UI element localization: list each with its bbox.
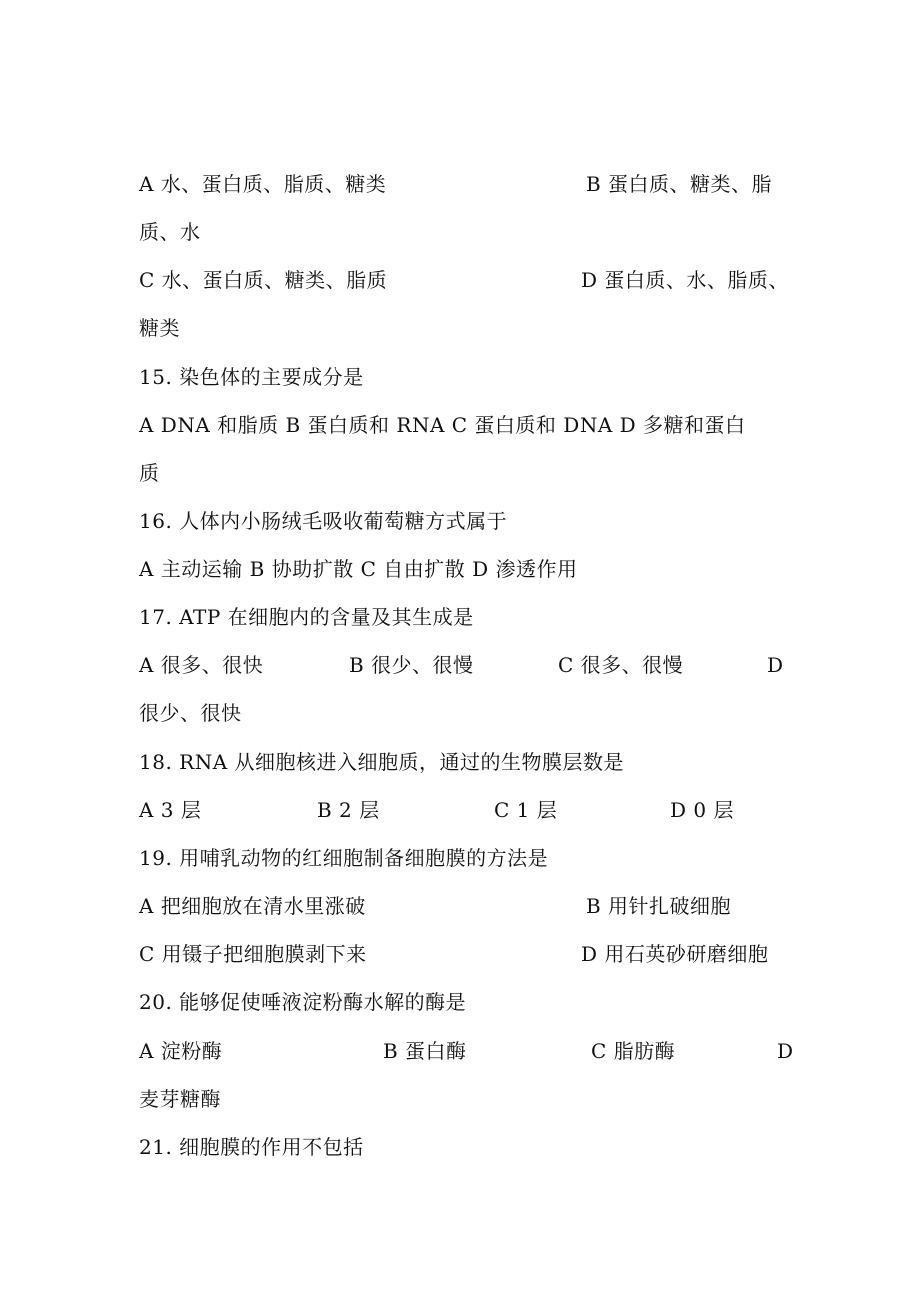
q19-option-a: A 把细胞放在清水里涨破	[139, 894, 366, 918]
q18-option-d: D 0 层	[670, 798, 734, 822]
q20-option-a: A 淀粉酶	[139, 1039, 223, 1063]
q14-option-a: A 水、蛋白质、脂质、糖类	[139, 172, 387, 196]
q20-option-d-wrap: 麦芽糖酶	[139, 1087, 221, 1111]
q20-option-d: D	[777, 1039, 794, 1063]
q18-option-b: B 2 层	[317, 798, 380, 822]
q17-option-d: D	[767, 653, 784, 677]
q16-question: 16. 人体内小肠绒毛吸收葡萄糖方式属于	[139, 509, 508, 533]
q14-option-b-wrap: 质、水	[139, 220, 201, 244]
q19-question: 19. 用哺乳动物的红细胞制备细胞膜的方法是	[139, 846, 549, 870]
q14-option-c: C 水、蛋白质、糖类、脂质	[139, 268, 388, 292]
q14-option-d: D 蛋白质、水、脂质、	[581, 268, 789, 292]
q17-option-b: B 很少、很慢	[349, 653, 474, 677]
q20-option-b: B 蛋白酶	[383, 1039, 467, 1063]
q18-option-a: A 3 层	[139, 798, 202, 822]
q16-options: A 主动运输 B 协助扩散 C 自由扩散 D 渗透作用	[139, 557, 578, 581]
q14-option-b: B 蛋白质、糖类、脂	[586, 172, 773, 196]
q17-question: 17. ATP 在细胞内的含量及其生成是	[139, 605, 474, 629]
q21-question: 21. 细胞膜的作用不包括	[139, 1135, 364, 1159]
q18-option-c: C 1 层	[494, 798, 558, 822]
q17-option-c: C 很多、很慢	[558, 653, 684, 677]
q20-question: 20. 能够促使唾液淀粉酶水解的酶是	[139, 990, 467, 1014]
q15-question: 15. 染色体的主要成分是	[139, 365, 364, 389]
q17-option-a: A 很多、很快	[139, 653, 264, 677]
q19-option-d: D 用石英砂研磨细胞	[581, 942, 769, 966]
q15-options-wrap: 质	[139, 461, 160, 485]
q20-option-c: C 脂肪酶	[591, 1039, 676, 1063]
q15-options: A DNA 和脂质 B 蛋白质和 RNA C 蛋白质和 DNA D 多糖和蛋白	[139, 413, 746, 437]
q14-option-d-wrap: 糖类	[139, 316, 180, 340]
q18-question: 18. RNA 从细胞核进入细胞质，通过的生物膜层数是	[139, 750, 625, 774]
q19-option-c: C 用镊子把细胞膜剥下来	[139, 942, 367, 966]
q17-option-d-wrap: 很少、很快	[139, 701, 242, 725]
q19-option-b: B 用针扎破细胞	[586, 894, 732, 918]
